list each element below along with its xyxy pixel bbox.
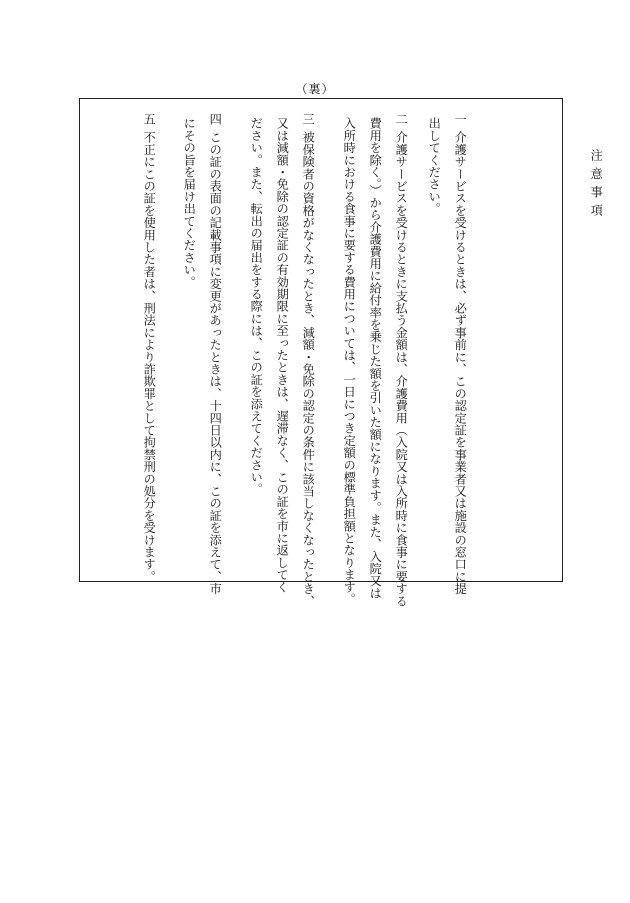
notice-line: 不正にこの証を使用した者は、刑法により詐欺罪として拘禁刑の処分を受けます。: [142, 131, 157, 583]
notice-line: 介護サービスを受けるときは、必ず事前に、この認定証を事業者又は施設の窓口に提: [453, 131, 468, 595]
notice-line: 介護サービスを受けるときに支払う金額は、介護費用（入院又は入所時に食事に要する: [394, 131, 409, 607]
notice-line: 入所時における食事に要する費用については、一日につき定額の標準負担額となります。: [342, 117, 357, 605]
notice-line: この証の表面の記載事項に変更があったときは、十四日以内に、この証を添えて、市: [208, 131, 223, 595]
item-number: 三: [301, 113, 316, 126]
notice-heading: 注意事項: [589, 149, 604, 222]
item-number: 一: [453, 113, 468, 126]
notice-box: [79, 98, 604, 607]
notice-line: 費用を除く。）から介護費用に給付率を乗じた額を引いた額になります。また、入院又は: [368, 117, 383, 599]
item-number: 五: [142, 113, 157, 126]
notice-line: にその旨を届け出てください。: [182, 117, 197, 288]
item-number: 四: [208, 113, 223, 126]
notice-line: 又は減額・免除の認定証の有効期限に至ったときは、遅滞なく、この証を市に返してく: [275, 117, 290, 593]
notice-line: ださい。また、転出の届出をする際には、この証を添えてください。: [249, 117, 264, 496]
notice-line: 出してください。: [427, 117, 442, 215]
item-number: 二: [394, 113, 409, 126]
notice-line: 被保険者の資格がなくなったとき、減額・免除の認定の条件に該当しなくなったとき、: [301, 131, 316, 607]
page-side-label: （裏）: [295, 82, 335, 96]
